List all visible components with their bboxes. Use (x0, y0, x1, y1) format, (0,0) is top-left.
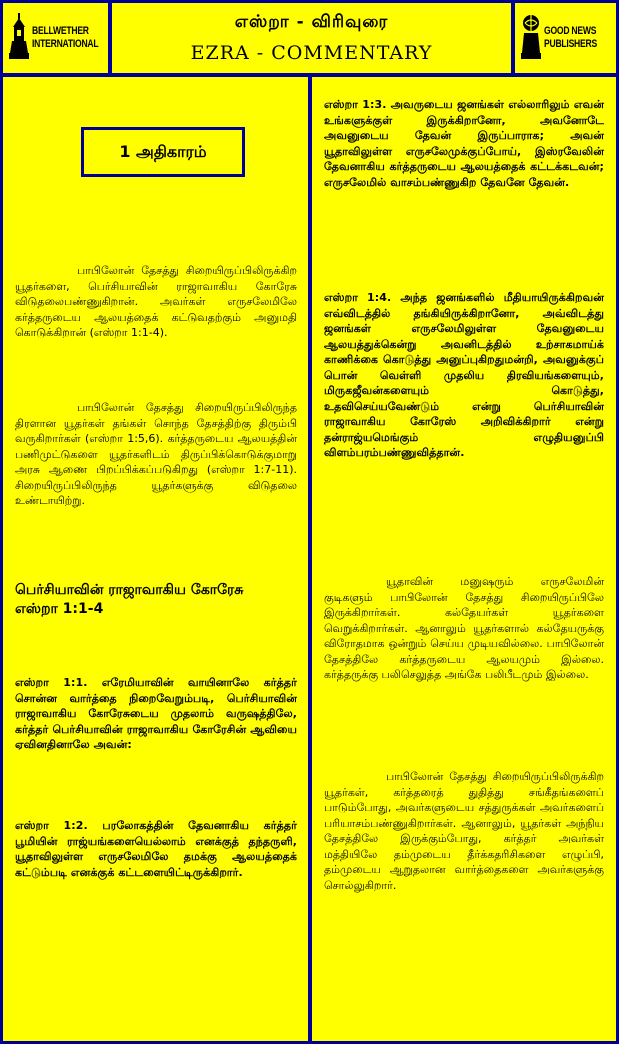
verse-1-1: எஸ்றா 1:1. எரேமியாவின் வாயினாலே கர்த்தர் சொன்ன வார்த்தை நிறைவேறும்படி, பெர்சியாவின் ராஜாவாகிய கோரேசுடைய முதலாம் வருஷத்திலே, கர்த்தர் பெர்சியாவின் ராஜாவாகிய கோரேசின் ஆவியை ஏவினதினாலே அவன்: (15, 676, 297, 751)
section-heading-reference: எஸ்றா 1:1-4 (15, 601, 104, 617)
chapter-label: 1 அதிகாரம் (81, 127, 245, 177)
intro-paragraph-2: பாபிலோன் தேசத்து சிறையிருப்பிலிருந்த திரளான யூதர்கள் தங்கள் சொந்த தேசத்திற்கு திரும்பி வருகிறார்கள் (எஸ்றா 1:5,6). கர்த்தருடைய ஆலயத்தின் பணிமுட்டுகளை யூதர்களிடம் திருப்பிக்கொடுக்குமாறு அரசு ஆணை பிறப்பிக்கப்படுகிறது (எஸ்றா 1:7-11). சிறையிருப்பிலிருந்த யூதர்களுக்கு விடுதலை உண்டாயிற்று. (15, 401, 297, 507)
header-left-logo-panel (0, 0, 111, 76)
left-column (0, 74, 311, 1044)
title-tamil: எஸ்றா - விரிவுரை (234, 12, 389, 32)
bellwether-logo-text: BELLWETHER INTERNATIONAL (32, 25, 99, 50)
section-heading (15, 581, 297, 619)
intro-paragraph-1: பாபிலோன் தேசத்து சிறையிருப்பிலிருக்கிற யூதர்களை, பெர்சியாவின் ராஜாவாகிய கோரேசு விடுதலைபண்ணுகிறான். அவர்கள் எருசலேமிலே கர்த்தருடைய ஆலயத்தைக் கட்டுவதற்கும் அனுமதி கொடுக்கிறான் (எஸ்றா 1:1-4). (15, 264, 297, 339)
verse-1-3: எஸ்றா 1:3. அவருடைய ஜனங்கள் எல்லாரிலும் எவன் உங்களுக்குள் இருக்கிறானோ, அவனோடே அவனுடைய தேவன் இருப்பாராக; அவன் யூதாவிலுள்ள எருசலேமுக்குப்போய், இஸ்ரவேலின் தேவனாகிய கர்த்தருடைய ஆலயத்தைக் கட்டக்கடவன்; எருசலேமில் வாசம்பண்ணுகிற தேவனே தேவன். (324, 98, 604, 189)
header-title-panel (109, 0, 514, 76)
header-right-logo-panel (512, 0, 619, 76)
good-news-logo-text: GOOD NEWS PUBLISHERS (544, 25, 597, 50)
bell-tower-icon (9, 13, 29, 63)
verse-1-4: எஸ்றா 1:4. அந்த ஜனங்களில் மீதியாயிருக்கிறவன் எவ்விடத்தில் தங்கியிருக்கிறானோ, அவ்விடத்து ஜனங்கள் எருசலேமிலுள்ள தேவனுடைய ஆலயத்துக்கென்று அவனிடத்தில் உற்சாகமாய்க் காணிக்கை கொடுத்து அனுப்புகிறதுமன்றி, அவனுக்குப் பொன் வெள்ளி முதலிய திரவியங்களையும், மிருகஜீவன்களையும் கொடுத்து, உதவிசெய்யவேண்டும் என்று பெர்சியாவின் ராஜாவாகிய கோரேஸ் அறிவிக்கிறார் என்று தன்ராஜ்யமெங்கும் எழுதியனுப்பி விளம்பரம்பண்ணுவித்தான். (324, 291, 604, 459)
good-news-logo (521, 13, 612, 63)
section-heading-title: பெர்சியாவின் ராஜாவாகிய கோரேசு (15, 582, 244, 598)
commentary-paragraph-1: யூதாவின் மனுஷரும் எருசலேமின் குடிகளும் பாபிலோன் தேசத்து சிறையிருப்பிலே இருக்கிறார்கள். கல்தேயர்கள் யூதர்களை வெறுக்கிறார்கள். ஆனாலும் யூதர்களால் கல்தேயருக்கு விரோதமாக ஒன்றும் செய்ய முடியவில்லை. பாபிலோன் தேசத்திலே கர்த்தருடைய ஆலயமும் இல்லை. கர்த்தருக்கு பலிசெலுத்த அங்கே பலிபீடமும் இல்லை. (324, 575, 604, 681)
commentary-paragraph-2: பாபிலோன் தேசத்து சிறையிருப்பிலிருக்கிற யூதர்கள், கர்த்தரைத் துதித்து சங்கீதங்களைப் பாடும்போது, அவர்களுடைய சத்துருக்கள் அவர்களைப் பரியாசம்பண்ணுகிறார்கள். ஆனாலும், யூதர்கள் அந்நிய தேசத்திலே இருக்கும்போது, கர்த்தர் அவர்கள் மத்தியிலே தம்முடைய தீர்க்கதரிசிகளை எழுப்பி, தம்முடைய ஆறுதலான வார்த்தைகளை அவர்களுக்கு சொல்லுகிறார். (324, 770, 604, 892)
right-column (309, 74, 619, 1044)
globe-icon (521, 13, 541, 63)
title-english: EZRA - COMMENTARY (190, 42, 433, 64)
bellwether-logo (9, 13, 117, 63)
verse-1-2: எஸ்றா 1:2. பரலோகத்தின் தேவனாகிய கர்த்தர் பூமியின் ராஜ்யங்களையெல்லாம் எனக்குத் தந்தருளி, யூதாவிலுள்ள எருசலேமிலே தமக்கு ஆலயத்தைக் கட்டும்படி எனக்குக் கட்டளையிட்டிருக்கிறார். (15, 819, 297, 879)
